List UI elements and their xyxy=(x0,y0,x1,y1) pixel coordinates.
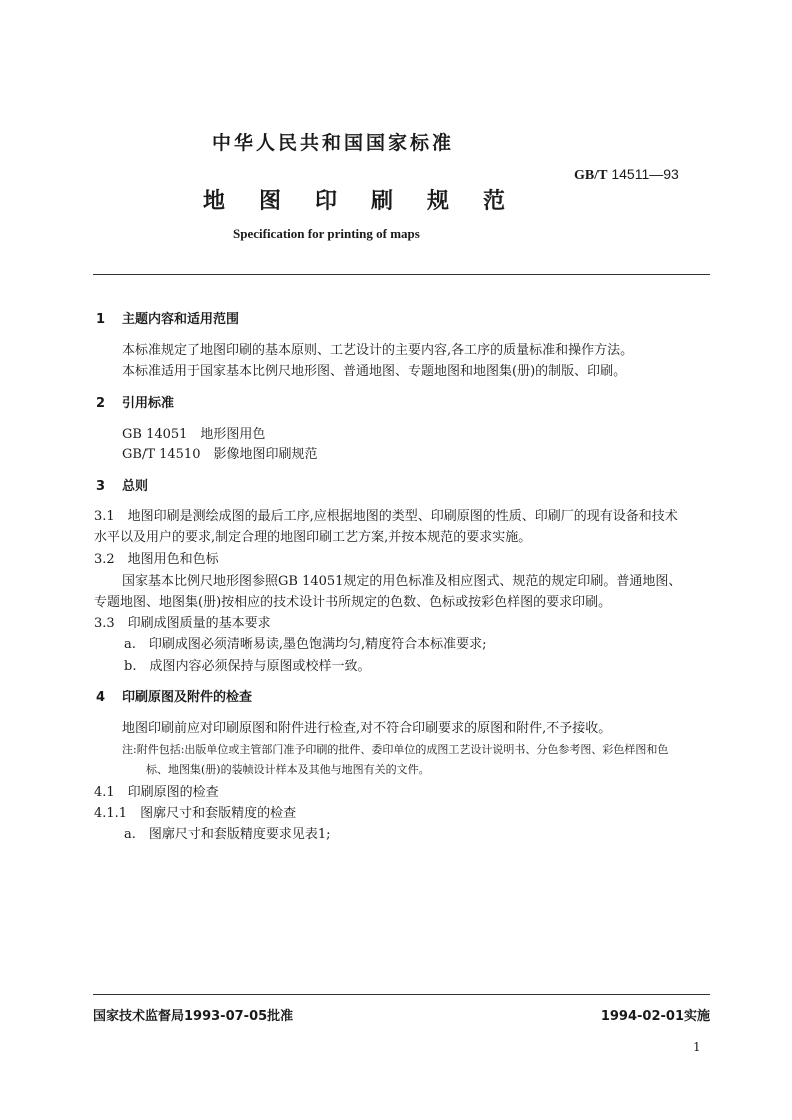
section-1-heading xyxy=(96,308,239,327)
subsection-heading: 4.1 印刷原图的检查 xyxy=(94,785,219,800)
page-number: 1 xyxy=(693,1040,701,1054)
document-title-cn: 地图印刷规范 xyxy=(203,189,540,214)
document-title-en: Specification for printing of maps xyxy=(233,226,420,241)
section-number: 1 xyxy=(96,312,106,327)
section-title: 引用标准 xyxy=(122,396,175,411)
section-title: 印刷原图及附件的检查 xyxy=(122,690,253,705)
reference-item: GB 14051 地形图用色 xyxy=(122,427,266,442)
note-line: 注:附件包括:出版单位或主管部门准予印刷的批件、委印单位的成图工艺设计说明书、分色参考图、彩色样图和色 xyxy=(122,743,669,756)
section-4-heading xyxy=(96,686,252,705)
section-2-heading xyxy=(96,392,174,411)
section-title: 总则 xyxy=(122,479,149,494)
list-item: a. 图廓尺寸和套版精度要求见表1; xyxy=(124,827,331,842)
subsection-heading: 3.3 印刷成图质量的基本要求 xyxy=(94,616,271,631)
list-item: a. 印刷成图必须清晰易读,墨色饱满均匀,精度符合本标准要求; xyxy=(124,637,487,652)
list-item: b. 成图内容必须保持与原图或校样一致。 xyxy=(124,659,371,674)
paragraph: 专题地图、地图集(册)按相应的技术设计书所规定的色数、色标或按彩色样图的要求印刷。 xyxy=(94,595,612,610)
footer-divider xyxy=(93,994,710,995)
reference-item: GB/T 14510 影像地图印刷规范 xyxy=(122,447,318,462)
section-number: 3 xyxy=(96,479,106,494)
subsection-heading: 3.2 地图用色和色标 xyxy=(94,552,219,567)
standard-prefix: GB/T xyxy=(574,168,608,183)
section-title: 主题内容和适用范围 xyxy=(122,312,240,327)
paragraph: 3.1 地图印刷是测绘成图的最后工序,应根据地图的类型、印刷原图的性质、印刷厂的现有设备和技术 xyxy=(94,509,678,524)
section-3-heading xyxy=(96,475,148,494)
paragraph: 水平以及用户的要求,制定合理的地图印刷工艺方案,并按本规范的要求实施。 xyxy=(94,530,532,545)
paragraph: 国家基本比例尺地形图参照GB 14051规定的用色标准及相应图式、规范的规定印刷。普通地图、 xyxy=(122,574,682,589)
approval-statement: 国家技术监督局1993-07-05批准 xyxy=(93,1009,294,1024)
paragraph: 本标准规定了地图印刷的基本原则、工艺设计的主要内容,各工序的质量标准和操作方法。 xyxy=(122,343,634,358)
implementation-date: 1994-02-01实施 xyxy=(600,1009,710,1024)
note-line: 标、地图集(册)的装帧设计样本及其他与地图有关的文件。 xyxy=(146,763,430,776)
paragraph: 地图印刷前应对印刷原图和附件进行检查,对不符合印刷要求的原图和附件,不予接收。 xyxy=(122,721,612,736)
issuing-organization: 中华人民共和国国家标准 xyxy=(212,132,455,154)
standard-code: 14511—93 xyxy=(611,166,679,182)
standard-number xyxy=(574,166,679,184)
paragraph: 本标准适用于国家基本比例尺地形图、普通地图、专题地图和地图集(册)的制版、印刷。 xyxy=(122,364,627,379)
section-number: 4 xyxy=(96,690,106,705)
subsection-heading: 4.1.1 图廓尺寸和套版精度的检查 xyxy=(94,806,297,821)
section-number: 2 xyxy=(96,396,106,411)
header-divider xyxy=(93,274,710,275)
